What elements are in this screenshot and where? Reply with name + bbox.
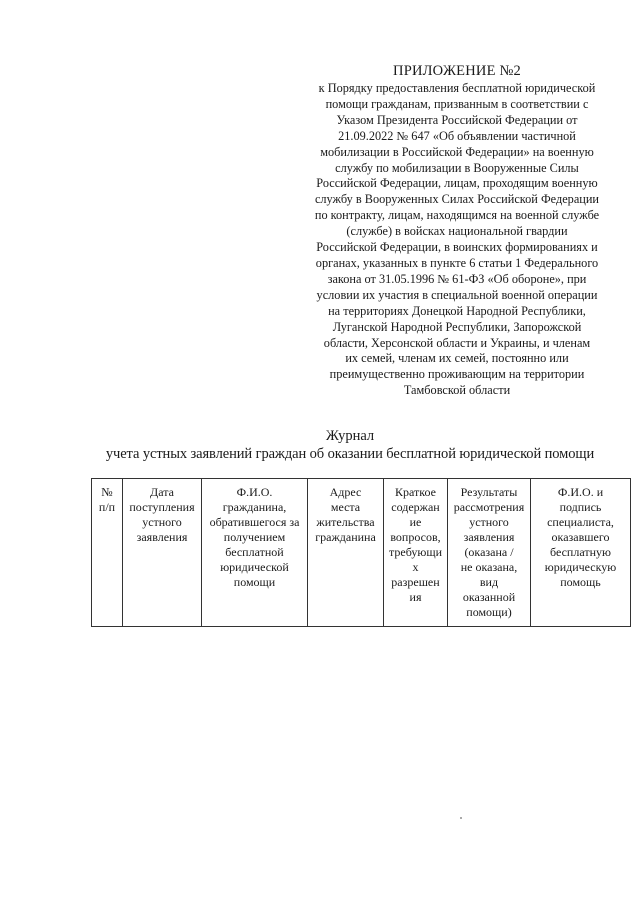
appendix-title: ПРИЛОЖЕНИЕ №2: [393, 63, 521, 79]
appendix-line: области, Херсонской области и Украины, и членам: [323, 335, 591, 350]
appendix-line: мобилизации в Российской Федерации» на военную: [320, 144, 594, 159]
appendix-line: помощи гражданам, призванным в соответствии с: [325, 96, 589, 111]
appendix-line: к Порядку предоставления бесплатной юридической: [318, 81, 596, 95]
header-cell-results: Результаты рассмотрения устного заявления (оказана / не оказана, вид оказанной помощи): [448, 479, 531, 627]
appendix-line: условии их участия в специальной военной операции: [316, 287, 598, 302]
journal-table: [91, 478, 631, 627]
appendix-line: (службе) в войсках национальной гвардии: [346, 224, 568, 239]
appendix-line: по контракту, лицам, находящимся на военной службе: [314, 208, 600, 223]
header-cell-address: Адрес места жительства гражданина: [308, 479, 384, 627]
appendix-line: на территориях Донецкой Народной Республики,: [328, 303, 586, 318]
appendix-block: [292, 62, 622, 399]
journal-title: Журнал: [325, 428, 375, 444]
appendix-line: закона от 31.05.1996 № 61-ФЗ «Об обороне», при: [327, 271, 587, 286]
header-cell-date: Дата поступления устного заявления: [123, 479, 202, 627]
appendix-line: преимущественно проживающим на территории: [329, 367, 585, 382]
appendix-line: Российской Федерации, лицам, проходящим военную: [316, 176, 598, 191]
header-cell-specialist: Ф.И.О. и подпись специалиста, оказавшего бесплатную юридическую помощь: [531, 479, 631, 627]
appendix-line: Указом Президента Российской Федерации от: [336, 112, 578, 127]
journal-heading: [60, 427, 640, 463]
journal-subtitle: учета устных заявлений граждан об оказании бесплатной юридической помощи: [105, 446, 595, 462]
table-header-row: [92, 479, 631, 627]
scan-speck: [460, 817, 462, 819]
appendix-line: Тамбовской области: [403, 383, 511, 398]
appendix-line: службу по мобилизации в Вооруженные Силы: [335, 160, 579, 175]
appendix-line: их семей, членам их семей, постоянно или: [345, 351, 569, 366]
appendix-line: службу в Вооруженных Силах Российской Федерации: [314, 192, 600, 207]
appendix-line: 21.09.2022 № 647 «Об объявлении частичной: [338, 128, 576, 143]
appendix-line: Луганской Народной Республики, Запорожской: [332, 319, 582, 334]
appendix-line: органах, указанных в пункте 6 статьи 1 Федерального: [315, 255, 599, 270]
header-cell-citizen-name: Ф.И.О. гражданина, обратившегося за получением бесплатной юридической помощи: [202, 479, 308, 627]
header-cell-number: № п/п: [92, 479, 123, 627]
appendix-line: Российской Федерации, в воинских формированиях и: [316, 240, 598, 255]
header-cell-summary: Краткое содержан ие вопросов, требующи х разрешен ия: [384, 479, 448, 627]
